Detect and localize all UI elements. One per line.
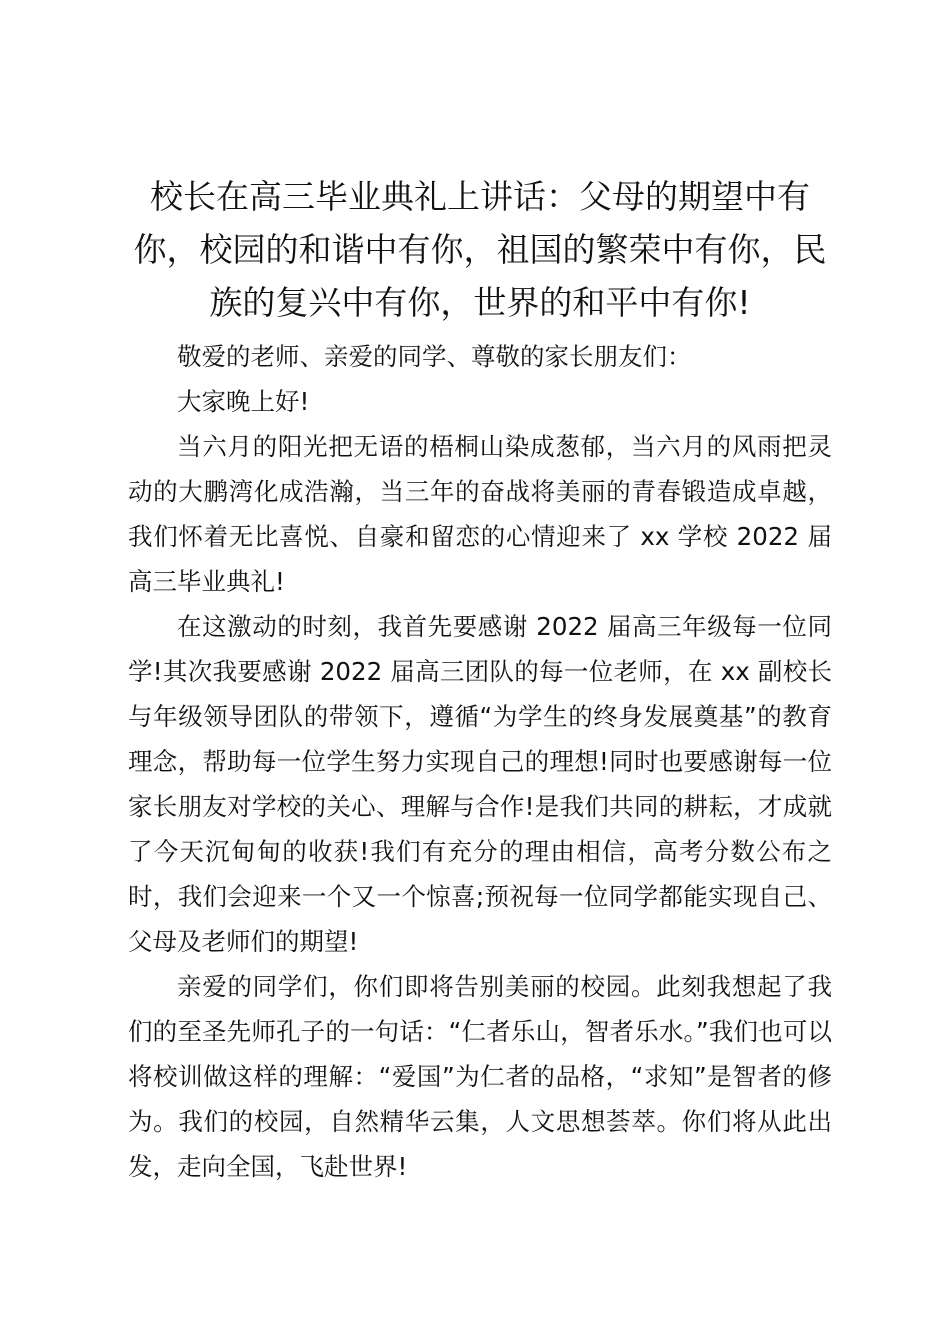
body-paragraph: 亲爱的同学们，你们即将告别美丽的校园。此刻我想起了我们的至圣先师孔子的一句话：“仁者乐山，智者乐水。”我们也可以将校训做这样的理解：“爱国”为仁者的品格，“求知”是智者的修为。我们的校园，自然精华云集，人文思想荟萃。你们将从此出发，走向全国，飞赴世界! bbox=[128, 972, 832, 1181]
body-paragraph: 在这激动的时刻，我首先要感谢 2022 届高三年级每一位同学!其次我要感谢 2022 届高三团队的每一位老师，在 xx 副校长与年级领导团队的带领下，遵循“为学生的终身发展奠基”的教育理念，帮助每一位学生努力实现自己的理想!同时也要感谢每一位家长朋友对学校的关心、理解与合作!是我们共同的耕耘，才成就了今天沉甸甸的收获!我们有充分的理由相信，高考分数公布之时，我们会迎来一个又一个惊喜;预祝每一位同学都能实现自己、父母及老师们的期望! bbox=[128, 612, 832, 956]
body-paragraph: 当六月的阳光把无语的梧桐山染成葱郁，当六月的风雨把灵动的大鹏湾化成浩瀚，当三年的奋战将美丽的青春锻造成卓越，我们怀着无比喜悦、自豪和留恋的心情迎来了 xx 学校 2022 届高三毕业典礼! bbox=[128, 432, 832, 596]
salutation-paragraph: 敬爱的老师、亲爱的同学、尊敬的家长朋友们： bbox=[177, 342, 692, 371]
document-title: 校长在高三毕业典礼上讲话：父母的期望中有你，校园的和谐中有你，祖国的繁荣中有你，民族的复兴中有你，世界的和平中有你! bbox=[133, 177, 827, 322]
greeting-paragraph: 大家晚上好! bbox=[177, 387, 310, 416]
document-page bbox=[128, 170, 832, 1189]
